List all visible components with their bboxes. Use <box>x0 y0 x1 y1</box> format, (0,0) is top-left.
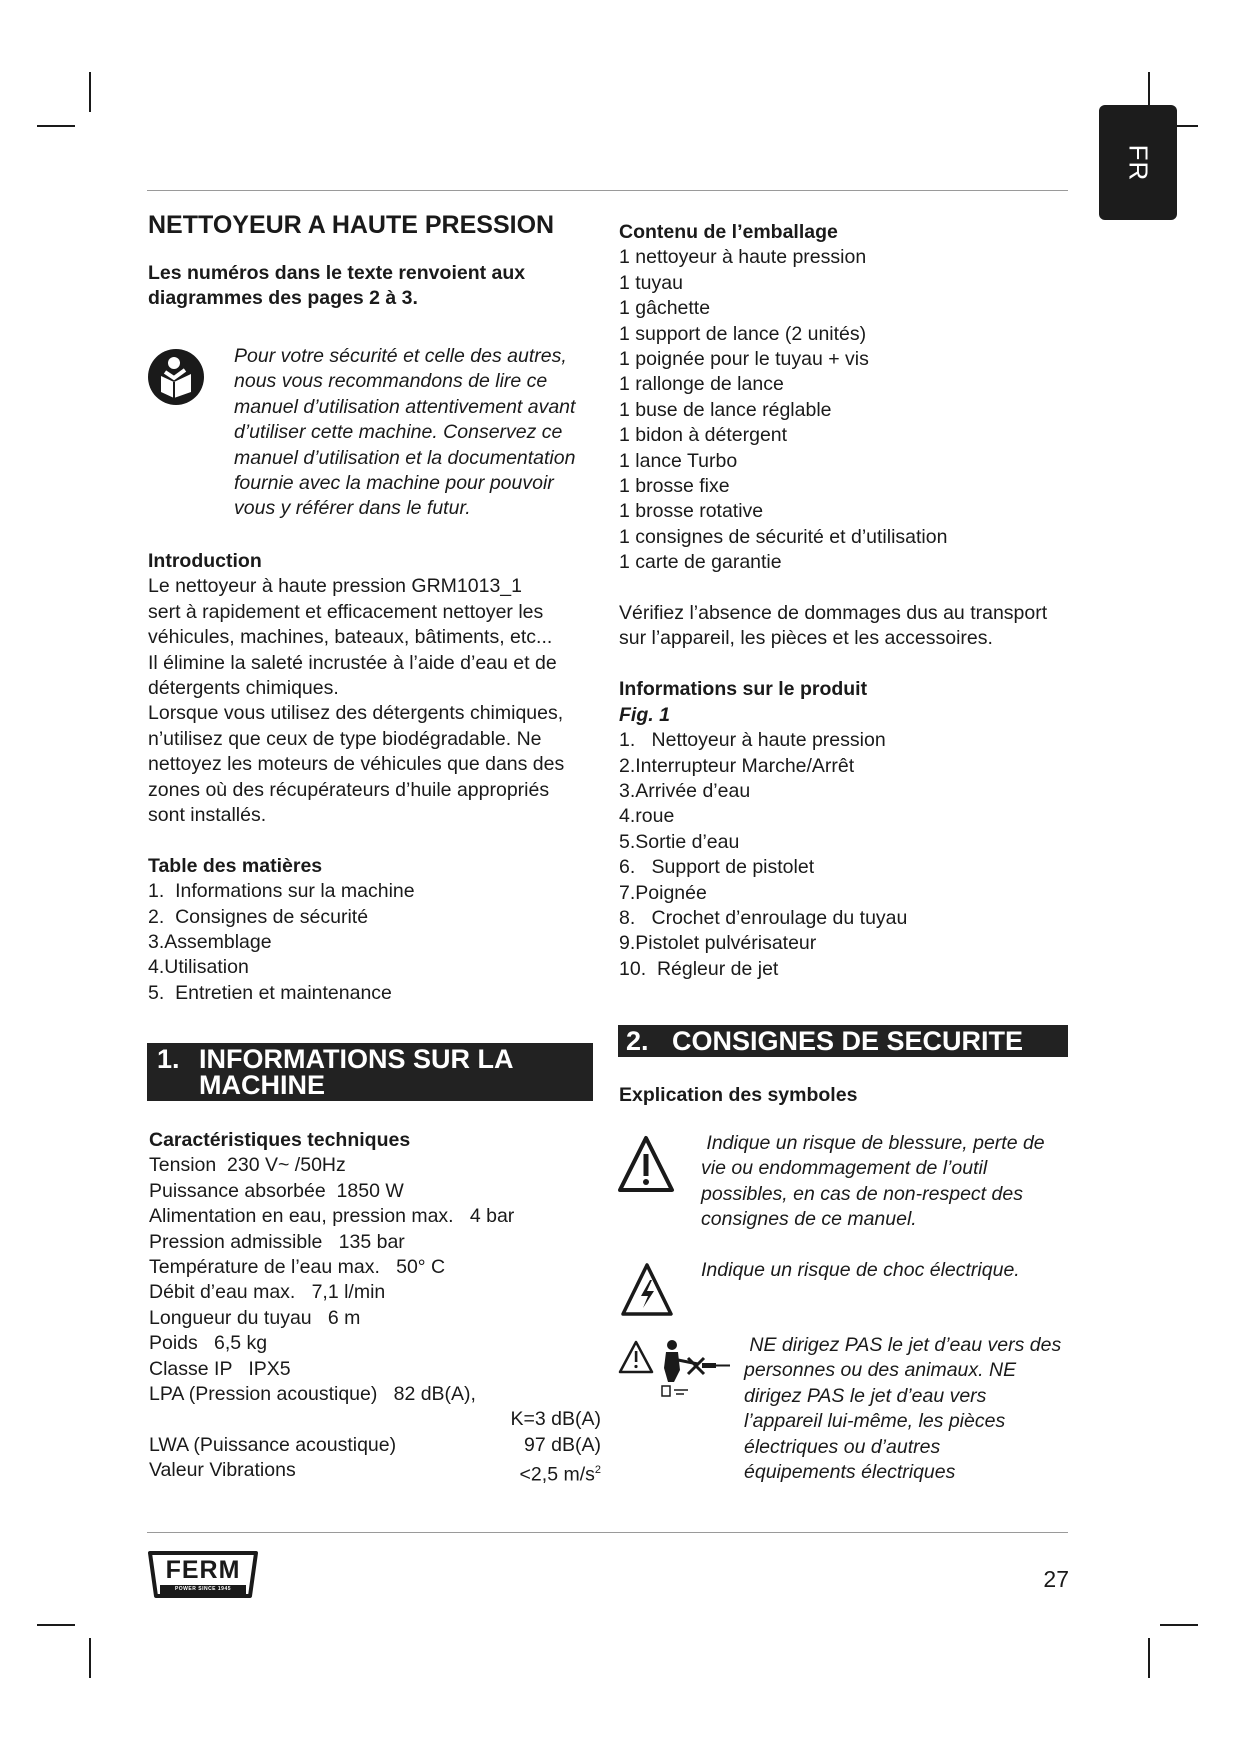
product-item: 8. Crochet d’enroulage du tuyau <box>619 906 908 929</box>
figure-label: Fig. 1 <box>619 703 670 726</box>
right-column <box>619 220 1069 982</box>
section1-heading <box>147 1043 593 1101</box>
lpa-uncertainty: K=3 dB(A) <box>510 1408 601 1431</box>
spec-row: LPA (Pression acoustique) 82 dB(A), <box>149 1383 476 1406</box>
package-item: 1 rallonge de lance <box>619 373 784 396</box>
spec-row <box>149 1407 601 1432</box>
spec-row: Alimentation en eau, pression max. 4 bar <box>149 1205 515 1228</box>
package-heading: Contenu de l’emballage <box>619 221 838 243</box>
section1-title-line1: INFORMATIONS SUR LA <box>199 1044 514 1074</box>
intro-line: détergents chimiques. <box>148 677 339 700</box>
spec-row: Débit d’eau max. 7,1 l/min <box>149 1281 386 1304</box>
toc-item: 2. Consignes de sécurité <box>148 905 369 928</box>
symbol3-line: dirigez PAS le jet d’eau vers <box>744 1384 987 1407</box>
check-line: sur l’appareil, les pièces et les accessoires. <box>619 627 993 650</box>
page-title: NETTOYEUR A HAUTE PRESSION <box>148 211 555 239</box>
subtitle-line: diagrammes des pages 2 à 3. <box>148 287 418 310</box>
package-item: 1 tuyau <box>619 271 683 294</box>
electric-shock-icon <box>620 1262 674 1318</box>
lwa-value: 97 dB(A) <box>524 1433 601 1456</box>
vibration-value: <2,5 m/s <box>519 1463 595 1486</box>
crop-mark <box>89 1638 91 1678</box>
symbol1-line: Indique un risque de blessure, perte de <box>701 1132 1045 1154</box>
product-item: 10. Régleur de jet <box>619 957 779 980</box>
symbol3-text <box>744 1333 1074 1485</box>
toc-item: 4.Utilisation <box>148 956 249 979</box>
section2-number: 2. <box>626 1026 649 1056</box>
symbol3-line: l’appareil lui-même, les pièces <box>744 1410 1006 1433</box>
logo-tagline: POWER SINCE 1945 <box>174 1586 232 1592</box>
spec-row <box>149 1433 601 1458</box>
spec-row: Puissance absorbée 1850 W <box>149 1179 404 1202</box>
product-item: 7.Poignée <box>619 881 707 904</box>
toc-item: 5. Entretien et maintenance <box>148 981 392 1004</box>
crop-mark <box>1160 1624 1198 1626</box>
language-tab-label: FR <box>1123 144 1154 181</box>
intro-line: Il élimine la saleté incrustée à l’aide d’eau et de <box>148 651 557 674</box>
logo-name: FERM <box>165 1556 241 1584</box>
toc-heading: Table des matières <box>148 854 323 877</box>
spec-row: Poids 6,5 kg <box>149 1332 268 1355</box>
language-tab <box>1099 105 1177 220</box>
package-item: 1 support de lance (2 unités) <box>619 322 867 345</box>
introduction <box>148 549 608 1006</box>
intro-line: sont installés. <box>148 804 267 827</box>
crop-mark <box>89 72 91 112</box>
toc-item: 3.Assemblage <box>148 931 272 954</box>
product-item: 9.Pistolet pulvérisateur <box>619 932 817 955</box>
lwa-label: LWA (Puissance acoustique) <box>149 1433 397 1456</box>
section2-title: CONSIGNES DE SECURITE <box>672 1026 1024 1056</box>
product-heading: Informations sur le produit <box>619 678 868 701</box>
safety-note-line: Pour votre sécurité et celle des autres, <box>234 345 567 367</box>
package-item: 1 brosse fixe <box>619 475 730 498</box>
safety-note-line: manuel d’utilisation attentivement avant <box>234 395 576 418</box>
read-manual-icon <box>147 348 205 406</box>
product-item: 6. Support de pistolet <box>619 856 815 879</box>
spec-row <box>149 1458 601 1488</box>
safety-note-line: nous vous recommandons de lire ce <box>234 370 548 393</box>
symbol1-line: vie ou endommagement de l’outil <box>701 1157 988 1180</box>
package-item: 1 carte de garantie <box>619 551 782 574</box>
intro-heading: Introduction <box>148 550 262 572</box>
package-item: 1 bidon à détergent <box>619 424 788 447</box>
vibration-label: Valeur Vibrations <box>149 1459 296 1482</box>
package-item: 1 brosse rotative <box>619 500 764 523</box>
symbol3-line: personnes ou des animaux. NE <box>744 1359 1017 1382</box>
spec-row: Pression admissible 135 bar <box>149 1230 405 1253</box>
package-item: 1 lance Turbo <box>619 449 738 472</box>
page-number: 27 <box>1043 1566 1069 1592</box>
section1-number: 1. <box>157 1044 180 1074</box>
package-item: 1 nettoyeur à haute pression <box>619 246 867 269</box>
section2-heading <box>618 1025 1068 1057</box>
product-item: 4.roue <box>619 805 675 828</box>
safety-note-line: vous y référer dans le futur. <box>234 497 471 520</box>
spec-row: Classe IP IPX5 <box>149 1357 291 1380</box>
intro-line: nettoyez les moteurs de véhicules que dans des <box>148 753 565 776</box>
specs-heading: Caractéristiques techniques <box>149 1129 411 1151</box>
crop-mark <box>37 125 75 127</box>
header-rule <box>147 190 1068 191</box>
symbols-heading: Explication des symboles <box>619 1084 858 1106</box>
safety-note-line: d’utiliser cette machine. Conservez ce <box>234 421 563 444</box>
section1-title-line2: MACHINE <box>199 1070 325 1100</box>
ferm-logo <box>147 1550 259 1600</box>
symbol3-line: NE dirigez PAS le jet d’eau vers des <box>744 1334 1062 1356</box>
product-item: 5.Sortie d’eau <box>619 830 740 853</box>
crop-mark <box>1148 1638 1150 1678</box>
vibration-exponent: 2 <box>594 1464 601 1477</box>
package-item: 1 buse de lance réglable <box>619 398 832 421</box>
package-item: 1 poignée pour le tuyau + vis <box>619 348 869 371</box>
symbol3-line: équipements électriques <box>744 1461 956 1484</box>
intro-line: zones où des récupérateurs d’huile appropriés <box>148 778 550 801</box>
product-item: 2.Interrupteur Marche/Arrêt <box>619 754 855 777</box>
symbol2-line: Indique un risque de choc électrique. <box>701 1259 1020 1281</box>
safety-note <box>234 344 604 522</box>
symbol3-line: électriques ou d’autres <box>744 1435 941 1458</box>
package-item: 1 consignes de sécurité et d’utilisation <box>619 525 948 548</box>
left-column <box>148 210 598 312</box>
crop-mark <box>37 1624 75 1626</box>
no-water-jet-icon <box>618 1336 732 1402</box>
symbols-heading-block <box>619 1083 1069 1108</box>
package-item: 1 gâchette <box>619 297 711 320</box>
symbol1-text <box>701 1131 1071 1233</box>
safety-note-line: fournie avec la machine pour pouvoir <box>234 472 554 495</box>
symbol1-line: consignes de ce manuel. <box>701 1208 917 1231</box>
check-line: Vérifiez l’absence de dommages dus au transport <box>619 602 1048 625</box>
subtitle-line: Les numéros dans le texte renvoient aux <box>148 262 526 284</box>
spec-row: Température de l’eau max. 50° C <box>149 1256 446 1279</box>
warning-triangle-icon <box>617 1134 675 1194</box>
intro-line: n’utilisez que ceux de type biodégradable. Ne <box>148 727 542 750</box>
safety-note-line: manuel d’utilisation et la documentation <box>234 446 576 469</box>
footer-rule <box>147 1532 1068 1533</box>
technical-specs <box>149 1128 601 1488</box>
product-item: 3.Arrivée d’eau <box>619 779 751 802</box>
symbol2-text <box>701 1258 1071 1283</box>
spec-row: Tension 230 V~ /50Hz <box>149 1154 346 1177</box>
product-item: 1. Nettoyeur à haute pression <box>619 729 886 752</box>
symbol1-line: possibles, en cas de non-respect des <box>701 1182 1023 1205</box>
intro-line: Lorsque vous utilisez des détergents chimiques, <box>148 702 564 725</box>
intro-line: sert à rapidement et efficacement nettoyer les <box>148 600 544 623</box>
spec-row: Longueur du tuyau 6 m <box>149 1306 361 1329</box>
intro-line: Le nettoyeur à haute pression GRM1013_1 <box>148 575 522 598</box>
toc-item: 1. Informations sur la machine <box>148 880 415 903</box>
intro-line: véhicules, machines, bateaux, bâtiments, etc... <box>148 626 553 649</box>
